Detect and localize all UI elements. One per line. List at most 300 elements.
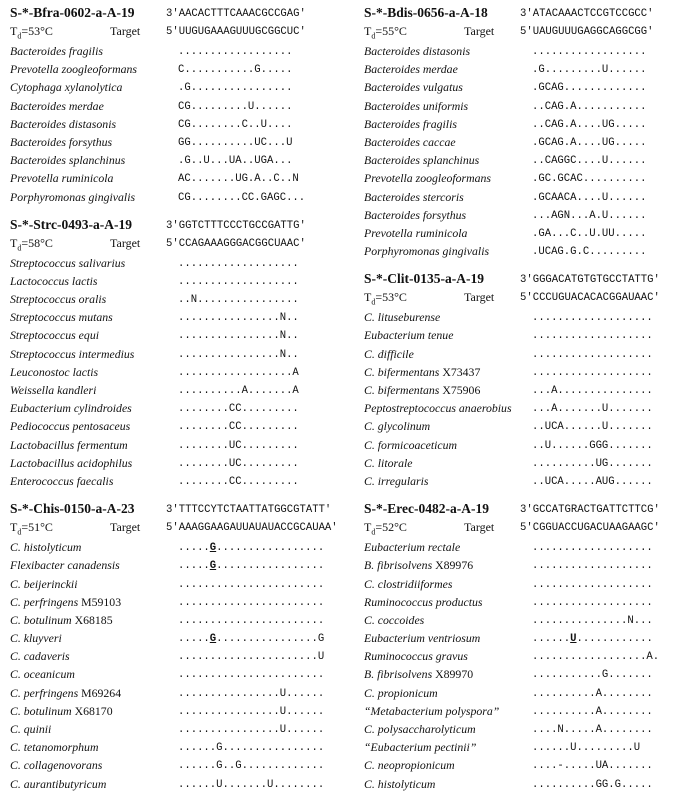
organism-label: Peptostreptococcus anaerobius — [364, 401, 512, 416]
probe-sequence: 3'ATACAAACTCCGTCCGCC' — [520, 8, 654, 20]
td-symbol: T — [10, 520, 18, 535]
alignment-row — [10, 308, 350, 326]
alignment-suffix: ..........A.......A — [178, 385, 299, 397]
sequence-alignment — [178, 594, 324, 612]
probe-header — [10, 4, 350, 22]
sequence-alignment — [532, 152, 646, 170]
sequence-alignment — [178, 382, 299, 400]
sequence-alignment — [178, 309, 299, 327]
alignment-row — [10, 42, 350, 60]
alignment-row — [10, 665, 350, 683]
organism-label: Porphyromonas gingivalis — [10, 189, 136, 204]
alignment-prefix: ..... — [178, 560, 210, 573]
alignment-suffix: .GCAACA....U...... — [532, 191, 647, 204]
alignment-row — [10, 60, 350, 78]
sequence-alignment — [532, 437, 653, 455]
organism-label: Eubacterium cylindroides — [10, 401, 132, 416]
alignment-row — [364, 381, 694, 399]
alignment-row — [364, 345, 694, 363]
target-label: Target — [110, 235, 141, 250]
probe-block — [10, 500, 350, 793]
probe-sequence: 3'GGTCTTTCCCTGCCGATTG' — [166, 219, 306, 232]
alignment-suffix: ....N.....A........ — [532, 724, 653, 736]
organism-name — [364, 665, 473, 683]
organism-label: Leuconostoc lactis — [10, 364, 99, 379]
alignment-row — [364, 593, 694, 611]
alignment-suffix: .G..U...UA..UGA... — [178, 155, 293, 168]
organism-label: C. formicoaceticum — [364, 437, 458, 452]
organism-label: C. lituseburense — [364, 310, 441, 325]
td-subscript: d — [17, 243, 22, 253]
organism-name — [10, 42, 103, 60]
organism-label: Eubacterium tenue — [364, 328, 454, 343]
alignment-row — [364, 188, 694, 206]
sequence-alignment — [178, 776, 324, 794]
organism-name — [10, 272, 97, 290]
organism-label: Lactobacillus fermentum — [10, 437, 128, 452]
sequence-alignment — [532, 576, 653, 594]
right-column — [364, 4, 694, 803]
organism-label: Bacteroides merdae — [364, 62, 458, 77]
organism-label: C. coccoides — [364, 612, 425, 627]
alignment-suffix: ....................... — [178, 596, 325, 609]
organism-name — [364, 308, 440, 326]
alignment-suffix: ........UC......... — [178, 457, 299, 470]
alignment-row — [10, 115, 350, 133]
alignment-row — [10, 345, 350, 363]
sequence-alignment — [532, 327, 653, 345]
alignment-row — [10, 254, 350, 272]
td-subscript: d — [17, 527, 22, 537]
alignment-row — [10, 381, 350, 399]
underlined-mismatch: U — [570, 633, 577, 646]
organism-name — [10, 326, 99, 344]
td-value: =53°C — [21, 24, 53, 38]
organism-label: Prevotella zoogleoformans — [364, 171, 492, 186]
organism-name — [364, 326, 453, 344]
td-symbol: T — [10, 24, 18, 38]
alignment-row — [364, 629, 694, 647]
alignment-row — [364, 326, 694, 344]
organism-name — [364, 720, 476, 738]
organism-name — [10, 702, 113, 720]
organism-name — [364, 647, 468, 665]
organism-name — [10, 593, 121, 611]
organism-label: Porphyromonas gingivalis — [364, 244, 490, 259]
strain-accession: X89970 — [435, 667, 474, 682]
alignment-suffix: ....................... — [178, 614, 325, 627]
organism-label: C. histolyticum — [10, 540, 82, 555]
underlined-mismatch: G — [209, 560, 217, 573]
organism-label: C. tetanomorphum — [10, 740, 99, 755]
sequence-alignment — [532, 382, 653, 400]
target-header — [10, 234, 350, 252]
sequence-alignment — [178, 437, 299, 455]
sequence-alignment — [532, 721, 653, 739]
organism-label: Pediococcus pentosaceus — [10, 419, 131, 434]
target-header — [364, 288, 694, 306]
organism-name — [10, 556, 120, 574]
sequence-alignment — [532, 648, 659, 666]
alignment-rows — [364, 42, 694, 260]
alignment-row — [10, 188, 350, 206]
alignment-prefix: ..... — [178, 633, 210, 646]
alignment-suffix: GG..........UC...U — [178, 136, 293, 149]
organism-name — [10, 756, 102, 774]
target-label: Target — [110, 24, 141, 38]
sequence-alignment — [532, 455, 653, 473]
probe-name: S-*-Strc-0493-a-A-19 — [10, 216, 132, 232]
organism-name — [364, 436, 457, 454]
organism-label: C. difficile — [364, 346, 414, 361]
alignment-row — [364, 417, 694, 435]
sequence-alignment — [532, 739, 640, 757]
sequence-alignment — [532, 473, 653, 491]
organism-label: C. aurantibutyricum — [10, 776, 107, 791]
alignment-row — [364, 436, 694, 454]
probe-sequence: 3'TTTCCYTCTAATTATGGCGTATT' — [166, 504, 332, 517]
sequence-alignment — [178, 152, 292, 170]
left-column — [10, 4, 350, 803]
probe-sequence: 3'GCCATGRACTGATTCTTCG' — [520, 504, 660, 517]
organism-name — [364, 381, 480, 399]
sequence-alignment — [532, 364, 653, 382]
organism-name — [364, 345, 414, 363]
alignment-row — [10, 169, 350, 187]
alignment-suffix: ......................U — [178, 651, 325, 664]
organism-label: C. histolyticum — [364, 776, 436, 791]
sequence-alignment — [178, 721, 324, 739]
alignment-suffix: ..CAG.A....UG..... — [532, 118, 647, 131]
alignment-rows — [364, 538, 694, 793]
alignment-row — [364, 556, 694, 574]
alignment-suffix: ..........GG.G..... — [532, 778, 653, 791]
alignment-row — [364, 224, 694, 242]
organism-label: Bacteroides merdae — [10, 98, 104, 113]
alignment-suffix: .................. — [532, 46, 647, 58]
sequence-alignment — [532, 594, 653, 612]
alignment-suffix: ...............N... — [532, 614, 653, 627]
alignment-row — [364, 575, 694, 593]
organism-name — [364, 399, 512, 417]
alignment-suffix: CG........CC.GAGC... — [178, 191, 306, 204]
probe-block — [10, 4, 350, 206]
alignment-row — [10, 756, 350, 774]
organism-name — [10, 399, 132, 417]
organism-label: C. irregularis — [364, 473, 429, 488]
organism-label: Streptococcus salivarius — [10, 255, 126, 270]
organism-label: C. polysaccharolyticum — [364, 722, 476, 736]
organism-label: Streptococcus mutans — [10, 310, 113, 325]
sequence-alignment — [532, 43, 646, 61]
organism-label: Bacteroides forsythus — [10, 134, 113, 149]
alignment-row — [364, 647, 694, 665]
sequence-alignment — [532, 400, 653, 418]
alignment-suffix: ................... — [532, 542, 653, 555]
alignment-suffix: ................. — [216, 542, 325, 555]
organism-name — [10, 647, 70, 665]
sequence-alignment — [178, 539, 324, 557]
alignment-prefix: ..... — [178, 542, 210, 555]
alignment-row — [364, 611, 694, 629]
organism-label: C. litorale — [364, 455, 413, 470]
alignment-row — [10, 363, 350, 381]
sequence-alignment — [178, 630, 324, 648]
organism-label: Bacteroides splanchinus — [364, 153, 480, 168]
sequence-alignment — [532, 225, 646, 243]
organism-name — [10, 381, 96, 399]
sequence-alignment — [178, 364, 299, 382]
sequence-alignment — [178, 612, 324, 630]
alignment-row — [364, 115, 694, 133]
organism-name — [10, 738, 98, 756]
td-value: =53°C — [375, 290, 407, 305]
alignment-suffix: .UCAG.G.C......... — [532, 246, 647, 259]
organism-name — [364, 206, 466, 224]
organism-name — [364, 575, 452, 593]
alignment-rows — [10, 42, 350, 206]
alignment-suffix: ........CC......... — [178, 421, 299, 434]
organism-name — [10, 629, 62, 647]
alignment-row — [364, 738, 694, 756]
organism-name — [364, 702, 499, 720]
organism-label: C. kluyveri — [10, 631, 62, 646]
alignment-suffix: ................N.. — [178, 330, 299, 343]
td-subscript: d — [371, 31, 376, 41]
alignment-suffix: ...A............... — [532, 385, 653, 397]
organism-label: Bacteroides caccae — [364, 134, 456, 149]
organism-label: Bacteroides vulgatus — [364, 80, 463, 95]
sequence-alignment — [532, 207, 646, 225]
sequence-alignment — [532, 612, 653, 630]
alignment-row — [364, 665, 694, 683]
organism-name — [10, 538, 81, 556]
alignment-suffix: ...A.......U....... — [532, 403, 653, 416]
alignment-suffix: ........UC......... — [178, 439, 299, 452]
alignment-suffix: ..U......GGG....... — [532, 439, 653, 452]
strain-accession: X68185 — [74, 612, 113, 627]
target-sequence: 5'CCAGAAAGGGACGGCUAAC' — [166, 237, 306, 250]
alignment-suffix: C...........G..... — [178, 64, 293, 77]
alignment-suffix: CG.........U...... — [178, 100, 293, 113]
alignment-row — [10, 399, 350, 417]
alignment-row — [10, 97, 350, 115]
sequence-alignment — [178, 116, 292, 134]
sequence-alignment — [178, 291, 299, 309]
alignment-suffix: ........CC......... — [178, 403, 299, 416]
alignment-suffix: ......G..G............. — [178, 760, 325, 773]
alignment-suffix: ....................... — [178, 578, 325, 591]
alignment-suffix: ......G................ — [178, 742, 325, 755]
alignment-suffix: ................... — [532, 596, 653, 609]
alignment-suffix: ................... — [532, 348, 653, 361]
alignment-row — [10, 326, 350, 344]
alignment-row — [10, 593, 350, 611]
strain-accession: X75906 — [442, 383, 481, 397]
sequence-alignment — [532, 557, 653, 575]
organism-label: Bacteroides forsythus — [364, 207, 467, 222]
td-subscript: d — [371, 527, 376, 537]
sequence-alignment — [532, 776, 653, 794]
organism-name — [364, 60, 458, 78]
organism-name — [10, 472, 113, 490]
organism-name — [364, 169, 491, 187]
alignment-row — [10, 629, 350, 647]
td-value: =58°C — [21, 235, 53, 250]
sequence-alignment — [532, 79, 646, 97]
alignment-suffix: ..UCA.....AUG...... — [532, 475, 653, 488]
organism-label: Weissella kandleri — [10, 383, 97, 397]
strain-accession: X73437 — [442, 364, 481, 379]
alignment-suffix: ................... — [178, 257, 299, 270]
organism-name — [10, 60, 137, 78]
sequence-alignment — [532, 630, 653, 648]
alignment-rows — [10, 538, 350, 793]
probe-block — [10, 216, 350, 490]
organism-label: “Metabacterium polyspora” — [364, 703, 500, 718]
td-symbol: T — [364, 520, 372, 535]
organism-name — [10, 345, 134, 363]
organism-name — [364, 188, 464, 206]
sequence-alignment — [178, 79, 292, 97]
target-sequence: 5'CCCUGUACACACGGAUAAC' — [520, 292, 660, 305]
sequence-alignment — [178, 473, 299, 491]
organism-name — [10, 363, 98, 381]
organism-label: B. fibrisolvens — [364, 558, 433, 573]
alignment-suffix: CG........C..U.... — [178, 118, 293, 131]
alignment-suffix: ...AGN...A.U...... — [532, 209, 647, 222]
organism-label: C. beijerinckii — [10, 576, 78, 591]
alignment-suffix: .GCAG.A....UG..... — [532, 136, 647, 149]
alignment-row — [10, 647, 350, 665]
alignment-row — [364, 42, 694, 60]
organism-name — [364, 472, 428, 490]
organism-name — [364, 593, 483, 611]
organism-label: Eubacterium ventriosum — [364, 631, 481, 646]
alignment-suffix: ......U.......U........ — [178, 778, 325, 791]
alignment-row — [10, 272, 350, 290]
sequence-alignment — [532, 666, 653, 684]
organism-name — [10, 417, 130, 435]
organism-name — [364, 738, 476, 756]
organism-name — [364, 115, 457, 133]
sequence-alignment — [532, 346, 653, 364]
organism-name — [10, 133, 112, 151]
organism-label: Bacteroides distasonis — [364, 44, 471, 58]
alignment-row — [10, 417, 350, 435]
alignment-suffix: ..........UG....... — [532, 457, 653, 470]
alignment-row — [10, 720, 350, 738]
alignment-suffix: .GA...C..U.UU..... — [532, 227, 647, 240]
alignment-suffix: ................N.. — [178, 348, 299, 361]
alignment-suffix: ............ — [576, 633, 653, 646]
organism-label: C. oceanicum — [10, 667, 75, 682]
organism-label: C. quinii — [10, 722, 52, 736]
alignment-suffix: ................... — [532, 578, 653, 591]
alignment-row — [364, 169, 694, 187]
alignment-row — [364, 242, 694, 260]
organism-name — [364, 78, 463, 96]
organism-label: Enterococcus faecalis — [10, 473, 114, 488]
sequence-alignment — [532, 703, 653, 721]
organism-label: C. neopropionicum — [364, 758, 455, 773]
alignment-rows — [10, 254, 350, 490]
probe-block — [364, 4, 694, 260]
organism-name — [10, 188, 135, 206]
organism-name — [10, 436, 128, 454]
alignment-row — [364, 308, 694, 326]
organism-name — [10, 169, 113, 187]
organism-label: C. botulinum — [10, 703, 72, 718]
alignment-suffix: ..........A........ — [532, 687, 653, 700]
organism-label: C. perfringens — [10, 685, 79, 700]
alignment-row — [10, 454, 350, 472]
target-sequence: 5'UUGUGAAAGUUUGCGGCUC' — [166, 26, 306, 38]
sequence-alignment — [532, 539, 653, 557]
sequence-alignment — [178, 346, 299, 364]
organism-label: Prevotella zoogleoformans — [10, 62, 138, 77]
organism-name — [364, 684, 438, 702]
organism-name — [364, 556, 473, 574]
strain-accession: X89976 — [435, 558, 474, 573]
organism-label: Bacteroides fragilis — [364, 116, 457, 131]
organism-name — [10, 97, 104, 115]
alignment-row — [364, 399, 694, 417]
probe-sequence: 3'GGGACATGTGTGCCTATTG' — [520, 274, 660, 287]
sequence-alignment — [532, 98, 646, 116]
alignment-row — [364, 756, 694, 774]
alignment-suffix: ................N.. — [178, 312, 299, 325]
underlined-mismatch: G — [209, 542, 217, 555]
sequence-alignment — [532, 685, 653, 703]
organism-label: C. botulinum — [10, 612, 72, 627]
sequence-alignment — [178, 189, 305, 207]
alignment-suffix: ................... — [178, 275, 299, 288]
organism-label: Bacteroides splanchinus — [10, 153, 126, 168]
alignment-row — [10, 436, 350, 454]
sequence-alignment — [532, 61, 646, 79]
alignment-row — [364, 60, 694, 78]
organism-label: Lactobacillus acidophilus — [10, 455, 133, 470]
td-value: =51°C — [21, 520, 53, 535]
alignment-suffix: .G................ — [178, 82, 293, 95]
organism-name — [364, 775, 435, 793]
sequence-alignment — [178, 455, 299, 473]
alignment-suffix: ................. — [216, 560, 325, 573]
probe-block — [364, 270, 694, 490]
alignment-suffix: .G.........U...... — [532, 64, 647, 77]
organism-label: “Eubacterium pectinii” — [364, 740, 477, 755]
probe-header — [10, 500, 350, 518]
alignment-row — [10, 538, 350, 556]
sequence-alignment — [178, 327, 299, 345]
sequence-alignment — [178, 557, 324, 575]
alignment-row — [10, 78, 350, 96]
alignment-row — [364, 702, 694, 720]
alignment-row — [10, 472, 350, 490]
probe-sequence: 3'AACACTTTCAAACGCCGAG' — [166, 8, 306, 20]
target-label: Target — [464, 290, 495, 305]
organism-name — [10, 308, 113, 326]
alignment-row — [10, 702, 350, 720]
organism-name — [364, 133, 456, 151]
alignment-suffix: ....................... — [178, 669, 325, 682]
sequence-alignment — [532, 116, 646, 134]
sequence-alignment — [178, 61, 292, 79]
alignment-suffix: ..UCA......U....... — [532, 421, 653, 434]
organism-name — [10, 290, 106, 308]
organism-label: Ruminococcus gravus — [364, 649, 468, 664]
